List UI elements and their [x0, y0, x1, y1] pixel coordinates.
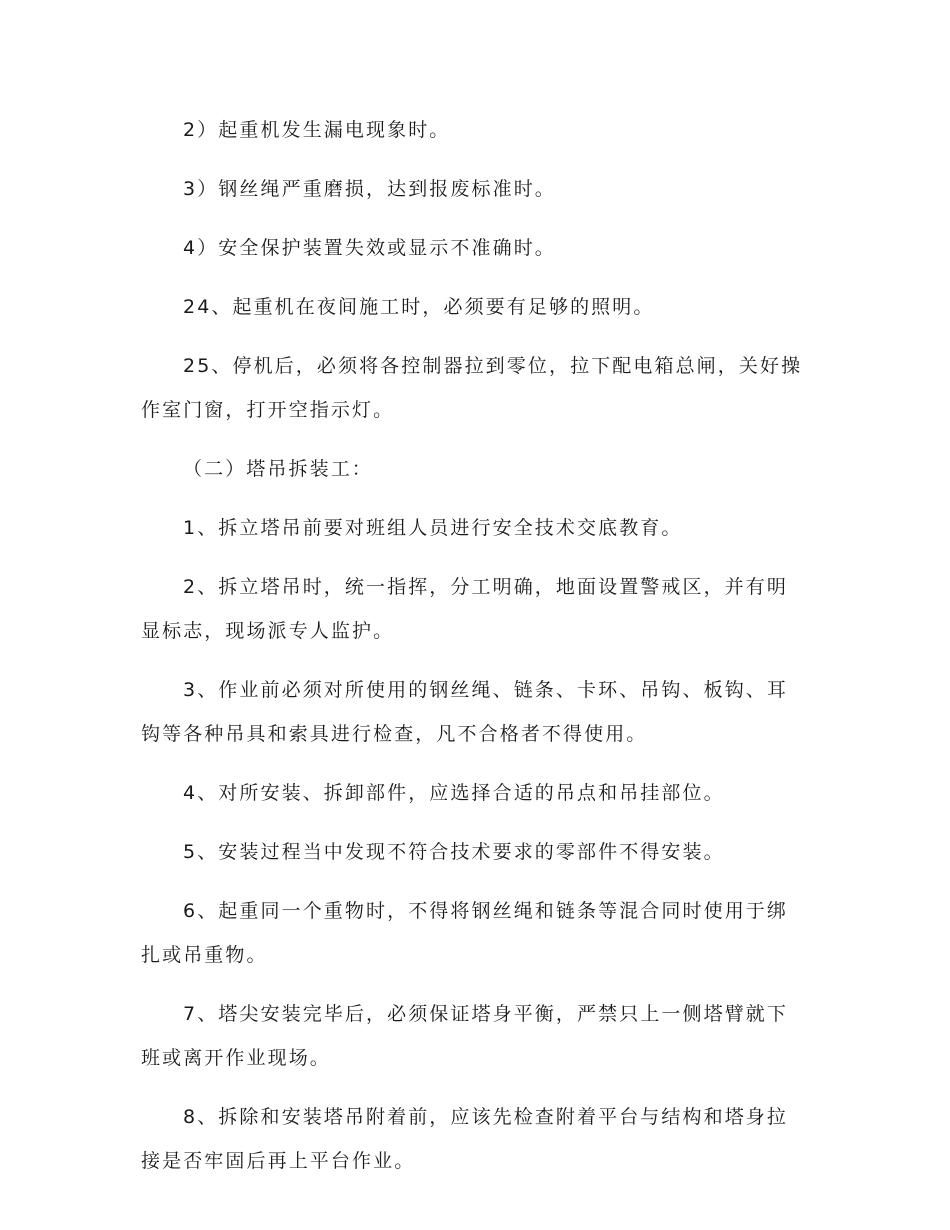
paragraph-installer-rule-4: 4、对所安装、拆卸部件，应选择合适的吊点和吊挂部位。	[183, 782, 725, 804]
paragraph-item-2-leakage: 2）起重机发生漏电现象时。	[183, 119, 451, 141]
paragraph-installer-rule-6: 6、起重同一个重物时，不得将钢丝绳和链条等混合同时使用于绑扎或吊重物。	[141, 900, 788, 966]
paragraph-rule-24: 24、起重机在夜间施工时，必须要有足够的照明。	[183, 296, 655, 318]
paragraph-installer-rule-8: 8、拆除和安装塔吊附着前，应该先检查附着平台与结构和塔身拉接是否牢固后再上平台作业。	[141, 1106, 788, 1172]
paragraph-item-3-wire-rope: 3）钢丝绳严重磨损，达到报废标准时。	[183, 178, 556, 200]
paragraph-installer-rule-3: 3、作业前必须对所使用的钢丝绳、链条、卡环、吊钩、板钩、耳钩等各种吊具和索具进行检查，凡不合格者不得使用。	[141, 679, 788, 745]
paragraph-installer-rule-7: 7、塔尖安装完毕后，必须保证塔身平衡，严禁只上一侧塔臂就下班或离开作业现场。	[141, 1003, 788, 1069]
paragraph-rule-25: 25、停机后，必须将各控制器拉到零位，拉下配电箱总闸，关好操作室门窗，打开空指示灯。	[141, 355, 803, 421]
paragraph-installer-rule-2: 2、拆立塔吊时，统一指挥，分工明确，地面设置警戒区，并有明显标志，现场派专人监护。	[141, 576, 788, 642]
paragraph-installer-rule-1: 1、拆立塔吊前要对班组人员进行安全技术交底教育。	[183, 517, 683, 539]
paragraph-item-4-safety-device: 4）安全保护装置失效或显示不准确时。	[183, 237, 556, 259]
section-heading-tower-crane-installer: （二）塔吊拆装工：	[183, 458, 373, 480]
document-body	[141, 108, 809, 1198]
paragraph-installer-rule-5: 5、安装过程当中发现不符合技术要求的零部件不得安装。	[183, 841, 725, 863]
